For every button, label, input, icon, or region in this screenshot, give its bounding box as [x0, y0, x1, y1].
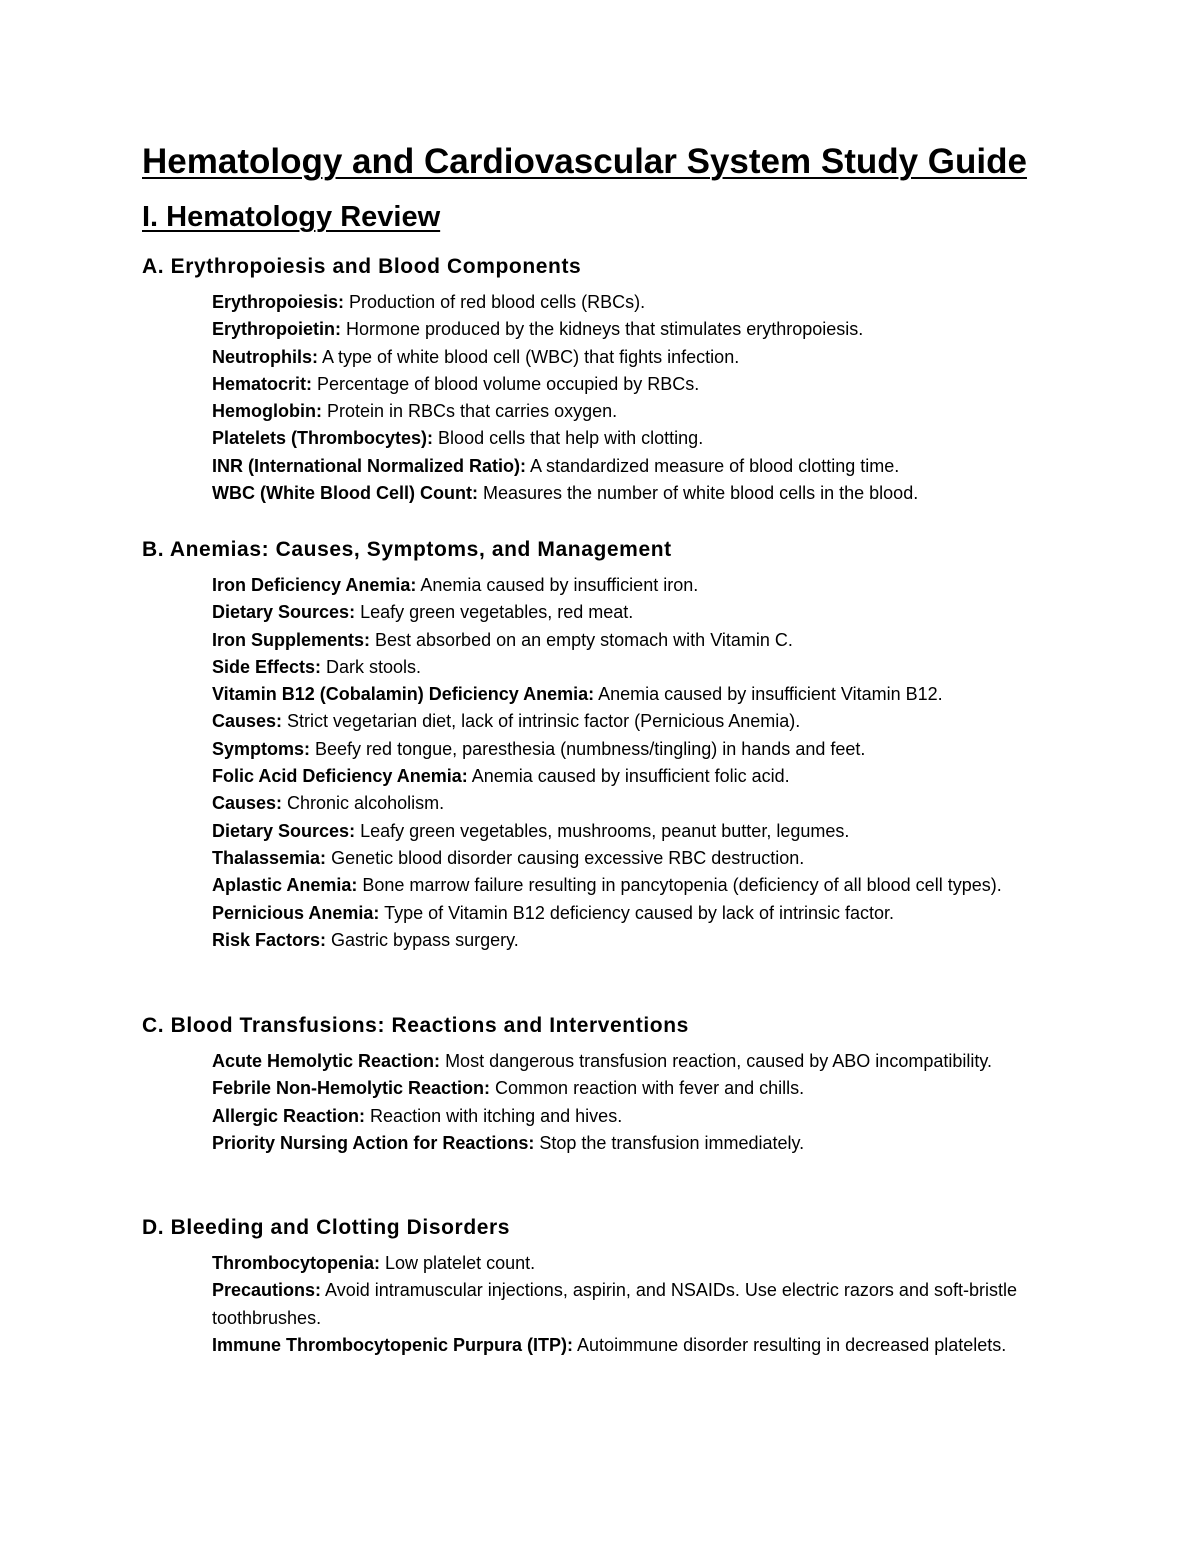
- section-transfusions: [142, 1013, 1072, 1157]
- term-definition: Measures the number of white blood cells in the blood.: [477, 483, 919, 504]
- term-list: [142, 572, 1072, 954]
- term-entry: [212, 344, 1072, 371]
- term-entry: [212, 708, 1072, 735]
- term-definition: Hormone produced by the kidneys that stimulates erythropoiesis.: [341, 319, 864, 340]
- term-entry: [212, 1277, 1072, 1332]
- term-label: Hemoglobin:: [212, 401, 322, 422]
- term-entry: [212, 425, 1072, 452]
- term-entry: [212, 1048, 1072, 1075]
- term-label: Hematocrit:: [212, 373, 313, 394]
- term-definition: Anemia caused by insufficient Vitamin B12.: [594, 684, 943, 705]
- term-definition: Percentage of blood volume occupied by RBCs.: [312, 373, 700, 394]
- term-definition: Best absorbed on an empty stomach with Vitamin C.: [370, 629, 793, 650]
- term-label: Priority Nursing Action for Reactions:: [212, 1132, 535, 1153]
- term-definition: Autoimmune disorder resulting in decreased platelets.: [573, 1334, 1007, 1355]
- term-entry: [212, 763, 1072, 790]
- term-label: Iron Deficiency Anemia:: [212, 575, 417, 595]
- section-heading: B. Anemias: Causes, Symptoms, and Management: [142, 538, 672, 561]
- term-label: WBC (White Blood Cell) Count:: [212, 483, 478, 504]
- term-definition: Reaction with itching and hives.: [365, 1105, 623, 1126]
- term-definition: Low platelet count.: [380, 1253, 536, 1273]
- term-label: Aplastic Anemia:: [212, 875, 358, 896]
- section-anemias: [142, 537, 1072, 954]
- term-definition: Blood cells that help with clotting.: [433, 428, 704, 449]
- term-entry: [212, 1075, 1072, 1102]
- term-label: Symptoms:: [212, 738, 311, 759]
- term-definition: Leafy green vegetables, red meat.: [355, 602, 634, 623]
- term-definition: Anemia caused by insufficient iron.: [416, 575, 699, 595]
- term-label: Neutrophils:: [212, 346, 318, 367]
- term-definition: Beefy red tongue, paresthesia (numbness/tingling) in hands and feet.: [310, 738, 866, 759]
- term-label: Erythropoiesis:: [212, 292, 345, 312]
- term-entry: [212, 453, 1072, 480]
- term-definition: Dark stools.: [321, 656, 422, 677]
- term-entry: [212, 289, 1072, 316]
- term-entry: [212, 927, 1072, 954]
- section-heading: A. Erythropoiesis and Blood Components: [142, 255, 582, 278]
- term-definition: Chronic alcoholism.: [282, 793, 445, 814]
- term-list: [142, 1250, 1072, 1359]
- term-entry: [212, 818, 1072, 845]
- term-entry: [212, 872, 1072, 899]
- term-definition: Common reaction with fever and chills.: [490, 1078, 805, 1099]
- section-bleeding-clotting: [142, 1215, 1072, 1359]
- term-entry: [212, 790, 1072, 817]
- term-label: INR (International Normalized Ratio):: [212, 455, 527, 476]
- term-list: [142, 1048, 1072, 1157]
- term-label: Side Effects:: [212, 656, 322, 677]
- term-label: Febrile Non-Hemolytic Reaction:: [212, 1078, 491, 1099]
- term-definition: Genetic blood disorder causing excessive RBC destruction.: [326, 847, 805, 868]
- term-label: Thrombocytopenia:: [212, 1253, 381, 1273]
- term-entry: [212, 398, 1072, 425]
- term-label: Platelets (Thrombocytes):: [212, 428, 434, 449]
- term-definition: Gastric bypass surgery.: [326, 929, 519, 950]
- term-entry: [212, 1250, 1072, 1277]
- term-entry: [212, 1332, 1072, 1359]
- term-label: Folic Acid Deficiency Anemia:: [212, 766, 468, 787]
- part-title: I. Hematology Review: [142, 201, 441, 233]
- term-definition: Avoid intramuscular injections, aspirin, and NSAIDs. Use electric razors and soft-bristle toothbrushes.: [212, 1280, 1017, 1328]
- term-entry: [212, 599, 1072, 626]
- term-label: Acute Hemolytic Reaction:: [212, 1051, 441, 1071]
- section-heading: D. Bleeding and Clotting Disorders: [142, 1216, 511, 1239]
- term-definition: Bone marrow failure resulting in pancytopenia (deficiency of all blood cell types).: [357, 875, 1002, 896]
- term-label: Causes:: [212, 793, 283, 814]
- term-entry: [212, 480, 1072, 507]
- term-definition: A standardized measure of blood clotting time.: [526, 455, 900, 476]
- term-entry: [212, 845, 1072, 872]
- document-title: Hematology and Cardiovascular System Study Guide: [142, 142, 1027, 181]
- section-erythropoiesis: [142, 254, 1072, 507]
- term-entry: [212, 681, 1072, 708]
- term-definition: Leafy green vegetables, mushrooms, peanut butter, legumes.: [355, 820, 850, 841]
- term-label: Erythropoietin:: [212, 319, 341, 340]
- term-definition: Strict vegetarian diet, lack of intrinsic factor (Pernicious Anemia).: [282, 711, 801, 732]
- term-label: Causes:: [212, 711, 283, 732]
- term-entry: [212, 1103, 1072, 1130]
- term-entry: [212, 654, 1072, 681]
- term-label: Precautions:: [212, 1280, 322, 1301]
- term-definition: Protein in RBCs that carries oxygen.: [322, 401, 618, 422]
- term-label: Risk Factors:: [212, 929, 327, 950]
- section-heading: C. Blood Transfusions: Reactions and Interventions: [142, 1014, 689, 1037]
- term-label: Thalassemia:: [212, 847, 327, 868]
- term-label: Allergic Reaction:: [212, 1105, 366, 1126]
- term-definition: A type of white blood cell (WBC) that fights infection.: [318, 346, 740, 367]
- term-entry: [212, 572, 1072, 599]
- term-definition: Production of red blood cells (RBCs).: [344, 292, 646, 312]
- term-definition: Stop the transfusion immediately.: [534, 1132, 805, 1153]
- term-entry: [212, 627, 1072, 654]
- term-entry: [212, 371, 1072, 398]
- term-definition: Anemia caused by insufficient folic acid.: [467, 766, 790, 787]
- term-entry: [212, 900, 1072, 927]
- term-label: Dietary Sources:: [212, 820, 356, 841]
- term-entry: [212, 1130, 1072, 1157]
- term-label: Immune Thrombocytopenic Purpura (ITP):: [212, 1334, 574, 1355]
- term-label: Iron Supplements:: [212, 629, 371, 650]
- term-label: Vitamin B12 (Cobalamin) Deficiency Anemia:: [212, 684, 595, 705]
- term-definition: Most dangerous transfusion reaction, caused by ABO incompatibility.: [440, 1051, 993, 1071]
- term-list: [142, 289, 1072, 507]
- term-entry: [212, 316, 1072, 343]
- term-entry: [212, 736, 1072, 763]
- term-label: Pernicious Anemia:: [212, 902, 380, 923]
- term-label: Dietary Sources:: [212, 602, 356, 623]
- term-definition: Type of Vitamin B12 deficiency caused by lack of intrinsic factor.: [379, 902, 894, 923]
